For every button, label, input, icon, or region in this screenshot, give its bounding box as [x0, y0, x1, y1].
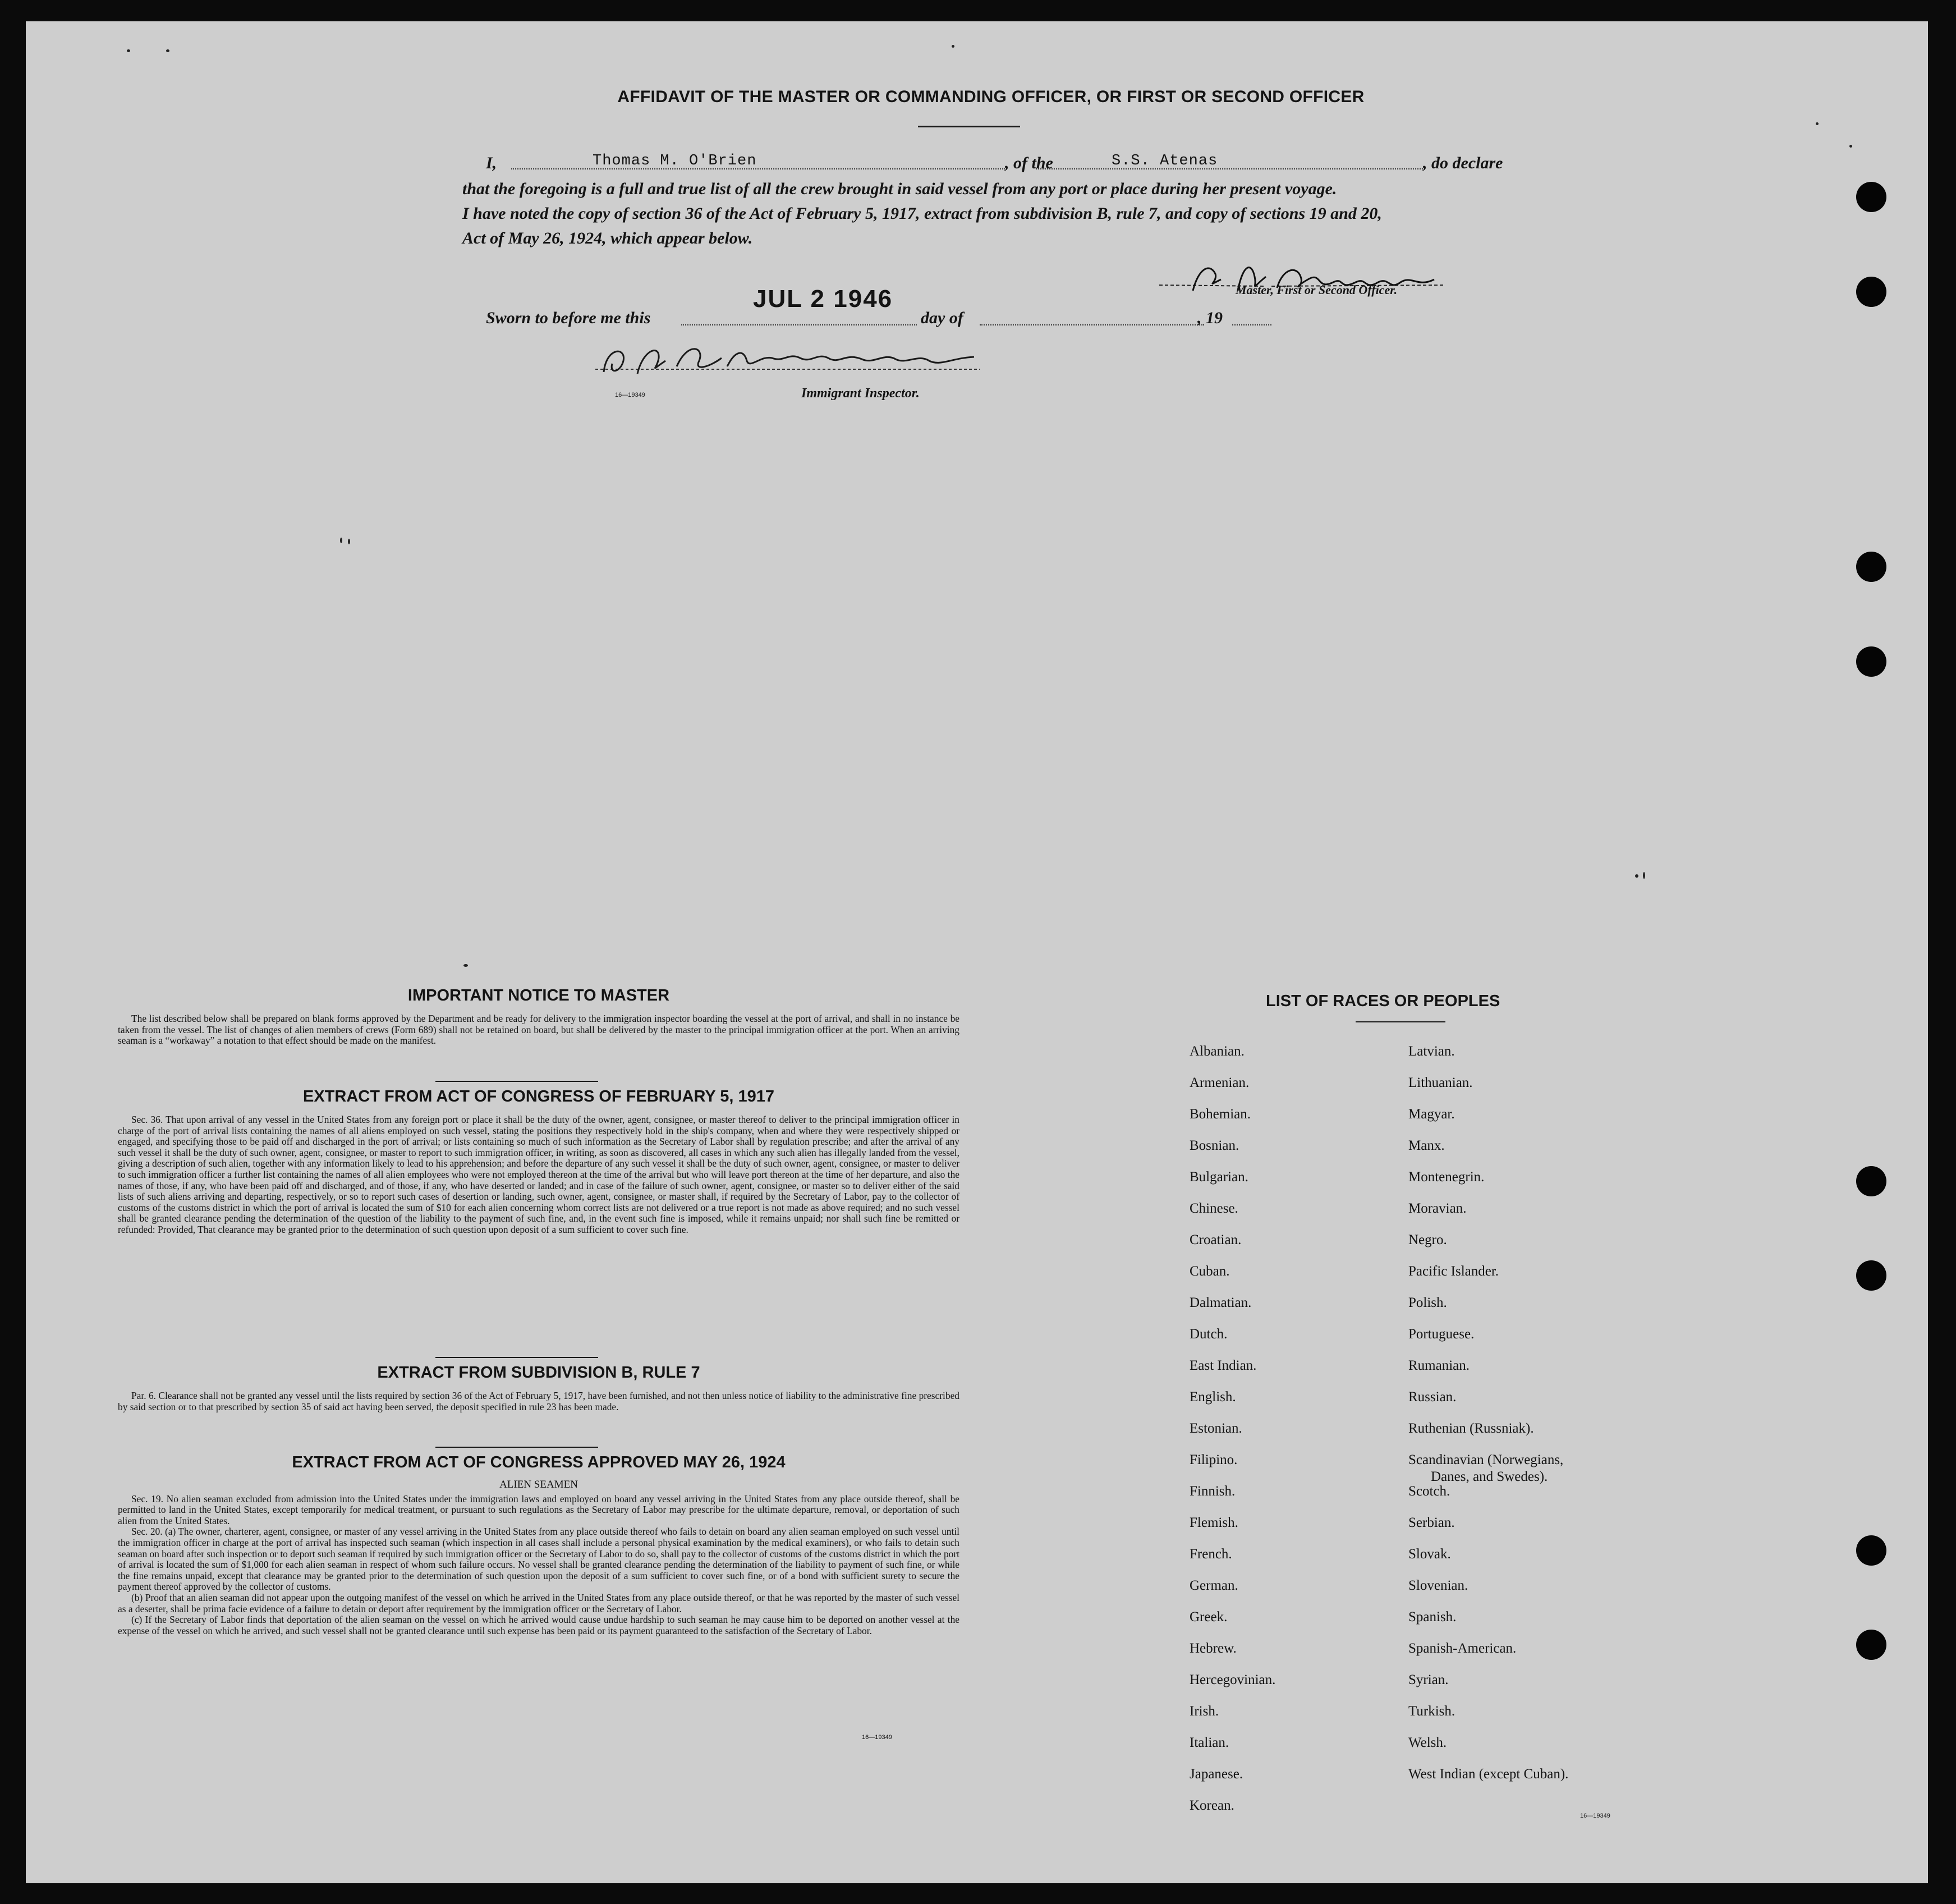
- alien-seamen-subtitle: ALIEN SEAMEN: [499, 1479, 578, 1490]
- extract-rule7-title: EXTRACT FROM SUBDIVISION B, RULE 7: [377, 1364, 700, 1382]
- master-caption: Master, First or Second Officer.: [1236, 283, 1398, 297]
- race-item: Portuguese.: [1408, 1327, 1475, 1342]
- form-number-races: 16—19349: [1580, 1813, 1610, 1819]
- punch-hole: [1856, 1166, 1886, 1196]
- race-item: German.: [1190, 1578, 1238, 1593]
- affidavit-i: I,: [486, 154, 497, 172]
- race-item: Dalmatian.: [1190, 1295, 1252, 1310]
- vessel-line: [1036, 168, 1423, 169]
- divider: [435, 1081, 598, 1082]
- race-item: Montenegrin.: [1408, 1169, 1485, 1185]
- notice-body: [118, 1013, 959, 1047]
- punch-hole: [1856, 646, 1886, 677]
- inspector-caption: Immigrant Inspector.: [801, 386, 920, 401]
- date-stamp: JUL 2 1946: [753, 285, 893, 313]
- race-item: Dutch.: [1190, 1327, 1228, 1342]
- speck: [348, 539, 350, 544]
- race-item: Italian.: [1190, 1735, 1229, 1750]
- month-line: [980, 324, 1204, 325]
- race-item: Latvian.: [1408, 1044, 1455, 1059]
- race-item: Ruthenian (Russniak).: [1408, 1421, 1534, 1436]
- speck: [1816, 122, 1819, 125]
- sec-19-text: Sec. 19. No alien seaman excluded from admission into the United States under the immigration laws and employed on board any vessel arriving in the United States from any place outside thereof, shall be permitted to land in the United States, except temporarily for medical treatment, or pursuant to such regulations as the Secretary of Labor may prescribe for the ultimate departure, removal, or deportation of such alien from the United States.: [118, 1493, 959, 1526]
- punch-hole: [1856, 552, 1886, 582]
- race-item: Hebrew.: [1190, 1641, 1237, 1656]
- section-36-text: Sec. 36. That upon arrival of any vessel in the United States from any foreign port or place it shall be the duty of the owner, agent, consignee, or master thereof to deliver to the principal immigration officer in charge of the port of arrival lists containing the names of all aliens employed on such vessel, stating the positions they respectively hold in the ship's company, when and where they were respectively shipped or engaged, and specifying those to be paid off and discharged in the port of arrival; or lists containing so much of such information as the Secretary of Labor shall by regulation prescribe; and after the arrival of any such vessel it shall be the duty of such owner, agent, consignee, or master to report to such immigration officer, in writing, as soon as discovered, all cases in which any such alien has illegally landed from the vessel, giving a description of such alien, together with any information likely to lead to his apprehension; and before the departure of any such vessel it shall be the duty of such owner, agent, consignee, or master to deliver to such immigration officer a further list containing the names of all alien employees who were not employed thereon at the time of the arrival but who will leave port thereon at the time of her departure, and also the names of those, if any, who have been paid off and discharged, and of those, if any, who have deserted or landed; and in case of the failure of such owner, agent, consignee, or master so to deliver either of the said lists of such aliens arriving and departing, respectively, or so to report such cases of desertion or landing, such owner, agent, consignee, or master shall, if required by the Secretary of Labor, pay to the collector of customs of the customs district in which the port of arrival is located the sum of $10 for each alien concerning whom correct lists are not delivered or a true report is not made as above required; and no such vessel shall be granted clearance pending the determination of the question of the liability to the payment of such fine, and, in the event such fine is imposed, while it remains unpaid; nor shall such fine be remitted or refunded: Provided, That clearance may be granted prior to the determination of such question upon deposit of a sum sufficient to cover such fine.: [118, 1114, 959, 1235]
- race-item: Albanian.: [1190, 1044, 1245, 1059]
- speck: [463, 964, 468, 967]
- race-item: Slovak.: [1408, 1547, 1451, 1562]
- race-item: Cuban.: [1190, 1264, 1230, 1279]
- race-item: Polish.: [1408, 1295, 1447, 1310]
- speck: [1849, 145, 1852, 148]
- sworn-text: Sworn to before me this: [486, 309, 651, 327]
- race-item: Filipino.: [1190, 1452, 1238, 1467]
- race-item: Spanish-American.: [1408, 1641, 1517, 1656]
- divider: [435, 1357, 598, 1358]
- race-item: Negro.: [1408, 1232, 1447, 1247]
- race-item: Turkish.: [1408, 1704, 1455, 1719]
- do-declare-label: , do declare: [1423, 154, 1503, 172]
- affidavit-line-3: I have noted the copy of section 36 of the Act of February 5, 1917, extract from subdivision B, rule 7, and copy of sections 19 and 20,: [462, 204, 1382, 223]
- sec-20a-text: Sec. 20. (a) The owner, charterer, agent, consignee, or master of any vessel arriving in the United States from any place outside thereof who fails to detain on board any alien seaman employed on such vessel until the immigration officer in charge at the port of arrival has inspected such seaman (which inspection in all cases shall include a personal physical examination by the medical examiners), or who fails to detain such seaman on board after such inspection or to deport such seaman if required by such immigration officer or the Secretary of Labor to do so, shall pay to the collector of customs of the customs district in which the port of arrival is located the sum of $1,000 for each alien seaman in respect of whom such failure occurs. No vessel shall be granted clearance pending the determination of the liability to payment of such fine, or while the fine remains unpaid, except that clearance may be granted prior to the determination of such question upon the deposit of a sum sufficient to cover such fine, or of a bond with sufficient surety to secure the payment thereof approved by the collector of customs.: [118, 1526, 959, 1593]
- race-item: Japanese.: [1190, 1767, 1243, 1782]
- extract-1917-title: EXTRACT FROM ACT OF CONGRESS OF FEBRUARY 5, 1917: [302, 1088, 775, 1105]
- race-item: Welsh.: [1408, 1735, 1447, 1750]
- race-item: Chinese.: [1190, 1201, 1238, 1216]
- race-item: Slovenian.: [1408, 1578, 1468, 1593]
- race-item: Armenian.: [1190, 1075, 1250, 1090]
- race-item: English.: [1190, 1389, 1236, 1405]
- race-item: Syrian.: [1408, 1672, 1449, 1687]
- race-item: Hercegovinian.: [1190, 1672, 1276, 1687]
- year-prefix: , 19: [1197, 309, 1223, 327]
- race-item: Flemish.: [1190, 1515, 1238, 1530]
- punch-hole: [1856, 182, 1886, 212]
- races-divider: [1356, 1021, 1445, 1022]
- race-item: Irish.: [1190, 1704, 1219, 1719]
- notice-title: IMPORTANT NOTICE TO MASTER: [407, 987, 670, 1004]
- race-item: Greek.: [1190, 1609, 1228, 1625]
- inspector-signature: [593, 336, 985, 397]
- race-item: Rumanian.: [1408, 1358, 1470, 1373]
- speck: [127, 49, 130, 52]
- race-item: French.: [1190, 1547, 1232, 1562]
- race-item: Spanish.: [1408, 1609, 1457, 1625]
- punch-hole: [1856, 1630, 1886, 1660]
- race-item: Moravian.: [1408, 1201, 1467, 1216]
- race-item: Scotch.: [1408, 1484, 1450, 1499]
- punch-hole: [1856, 1260, 1886, 1291]
- name-line: [511, 168, 1005, 169]
- divider: [435, 1447, 598, 1448]
- speck: [340, 538, 342, 543]
- form-number-left: 16—19349: [862, 1734, 892, 1741]
- par-6-text: Par. 6. Clearance shall not be granted any vessel until the lists required by section 36 of the Act of February 5, 1917, have been furnished, and not then unless notice of liability to the administrative fine prescribed by said section or to that prescribed by section 35 of said act having been served, the deposit specified in rule 23 has been made.: [118, 1390, 959, 1412]
- extract-1924-body: [118, 1477, 959, 1636]
- punch-hole: [1856, 277, 1886, 307]
- race-item: Pacific Islander.: [1408, 1264, 1499, 1279]
- race-item: Magyar.: [1408, 1107, 1455, 1122]
- race-item: Croatian.: [1190, 1232, 1242, 1247]
- notice-text: The list described below shall be prepared on blank forms approved by the Department and be ready for delivery to the immigration inspector boarding the vessel at the port of arrival, and shall in no instance be taken from the vessel. The list of changes of alien members of crews (Form 689) shall not be retained on board, but shall be delivered by the master to the principal immigration officer at the port. When an arriving seaman is a “workaway” a notation to that effect should be made on the manifest.: [118, 1013, 959, 1047]
- race-item: Estonian.: [1190, 1421, 1242, 1436]
- race-item: Bosnian.: [1190, 1138, 1239, 1153]
- affidavit-line-2: that the foregoing is a full and true list of all the crew brought in said vessel from any port or place during her present voyage.: [462, 180, 1337, 198]
- affidavit-title: AFFIDAVIT OF THE MASTER OR COMMANDING OFFICER, OR FIRST OR SECOND OFFICER: [617, 88, 1365, 106]
- day-of-label: day of: [921, 309, 963, 327]
- form-number-top: 16—19349: [615, 392, 645, 398]
- race-item: West Indian (except Cuban).: [1408, 1767, 1569, 1782]
- title-divider: [918, 126, 1020, 127]
- race-item: Korean.: [1190, 1798, 1234, 1813]
- race-item: Scandinavian (Norwegians,: [1408, 1452, 1564, 1467]
- race-item: Finnish.: [1190, 1484, 1236, 1499]
- extract-rule7-body: [118, 1391, 959, 1412]
- speck: [1643, 872, 1645, 879]
- year-line: [1232, 324, 1271, 325]
- race-item: Russian.: [1408, 1389, 1457, 1405]
- race-item: Bohemian.: [1190, 1107, 1251, 1122]
- races-title: LIST OF RACES OR PEOPLES: [1266, 992, 1500, 1010]
- sec-20b-text: (b) Proof that an alien seaman did not appear upon the outgoing manifest of the vessel on which he arrived in the United States from any place outside thereof, or that he was reported by the master of such vessel as a deserter, shall be prima facie evidence of a failure to detain or deport after requirement by the immigration officer or the Secretary of Labor.: [118, 1591, 959, 1614]
- sec-20c-text: (c) If the Secretary of Labor finds that deportation of the alien seaman on the vessel on which he arrived would cause undue hardship to such seaman he may cause him to be deported on another vessel at the expense of the vessel on which he arrived, and such vessel shall not be granted clearance until such expense has been paid or its payment guaranteed to the satisfaction of the Secretary of Labor.: [118, 1614, 959, 1636]
- declarant-name: Thomas M. O'Brien: [593, 153, 757, 169]
- extract-1917-body: [118, 1114, 959, 1236]
- race-item: Bulgarian.: [1190, 1169, 1248, 1185]
- vessel-name: S.S. Atenas: [1112, 153, 1218, 169]
- punch-hole: [1856, 1535, 1886, 1566]
- of-the-label: , of the: [1005, 154, 1053, 172]
- document-page: [26, 21, 1928, 1883]
- race-item: Lithuanian.: [1408, 1075, 1473, 1090]
- sworn-day-line: [681, 324, 917, 325]
- affidavit-line-4: Act of May 26, 1924, which appear below.: [462, 229, 753, 247]
- speck: [1635, 874, 1638, 878]
- race-item: Serbian.: [1408, 1515, 1455, 1530]
- race-item: Danes, and Swedes).: [1431, 1469, 1548, 1484]
- speck: [166, 49, 169, 52]
- race-item: East Indian.: [1190, 1358, 1257, 1373]
- extract-1924-title: EXTRACT FROM ACT OF CONGRESS APPROVED MAY 26, 1924: [292, 1453, 786, 1471]
- race-item: Manx.: [1408, 1138, 1445, 1153]
- speck: [952, 45, 954, 48]
